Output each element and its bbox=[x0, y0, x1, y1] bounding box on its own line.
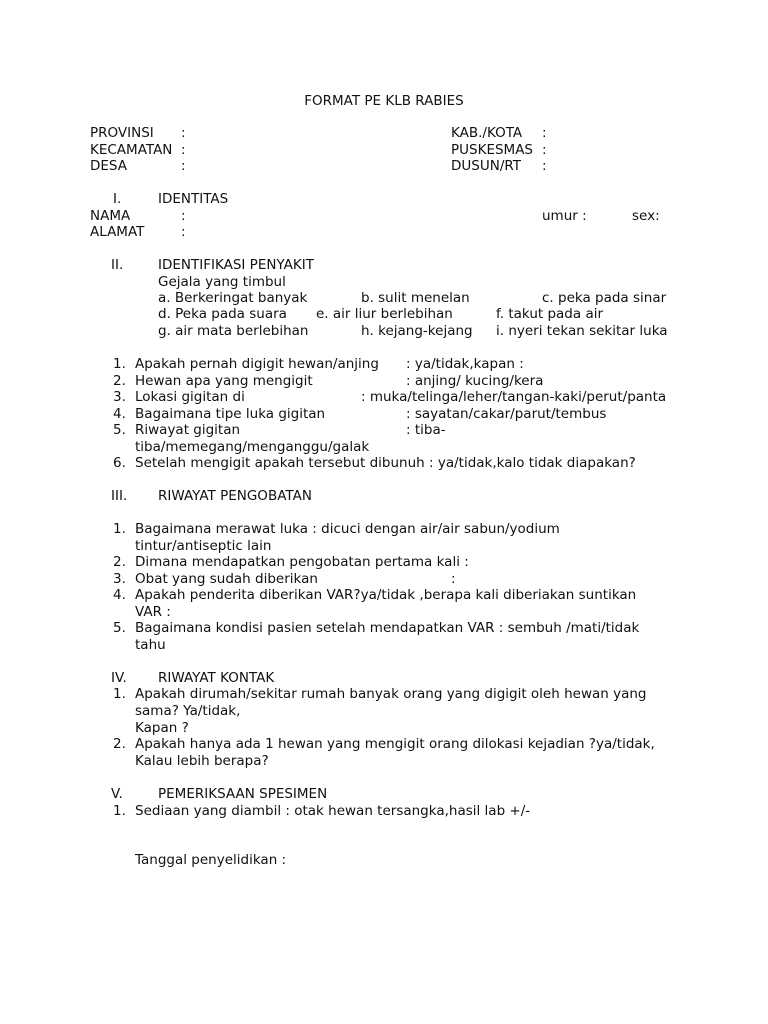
s2-num-6: 6. bbox=[113, 455, 126, 471]
provinsi-colon: : bbox=[181, 125, 186, 141]
kabkota-colon: : bbox=[542, 125, 547, 141]
s5-num-1: 1. bbox=[113, 803, 126, 819]
section-2-number: II. bbox=[111, 257, 124, 273]
alamat-label: ALAMAT bbox=[90, 224, 145, 240]
s2-question-5: Riwayat gigitan bbox=[135, 422, 241, 438]
kecamatan-label: KECAMATAN bbox=[90, 142, 173, 158]
symptom-i: i. nyeri tekan sekitar luka bbox=[496, 323, 668, 339]
s3-question-5: Bagaimana kondisi pasien setelah mendapatkan VAR : sembuh /mati/tidak bbox=[135, 620, 640, 636]
s3-question-4-cont: VAR : bbox=[135, 604, 171, 620]
s4-question-1: Apakah dirumah/sekitar rumah banyak orang yang digigit oleh hewan yang bbox=[135, 686, 647, 702]
section-2-title: IDENTIFIKASI PENYAKIT bbox=[158, 257, 314, 273]
s3-question-1: Bagaimana merawat luka : dicuci dengan air/air sabun/yodium bbox=[135, 521, 560, 537]
provinsi-label: PROVINSI bbox=[90, 125, 154, 141]
s4-num-2: 2. bbox=[113, 736, 126, 752]
puskesmas-label: PUSKESMAS bbox=[451, 142, 533, 158]
s3-num-4: 4. bbox=[113, 587, 126, 603]
s3-question-2: Dimana mendapatkan pengobatan pertama kali : bbox=[135, 554, 469, 570]
symptom-c: c. peka pada sinar bbox=[542, 290, 667, 306]
desa-colon: : bbox=[181, 158, 186, 174]
s3-answer-3: : bbox=[451, 571, 456, 587]
s2-num-5: 5. bbox=[113, 422, 126, 438]
doc-title: FORMAT PE KLB RABIES bbox=[304, 93, 464, 109]
section-3-number: III. bbox=[111, 488, 128, 504]
alamat-colon: : bbox=[181, 224, 186, 240]
kecamatan-colon: : bbox=[181, 142, 186, 158]
s2-num-4: 4. bbox=[113, 406, 126, 422]
symptom-e: e. air liur berlebihan bbox=[316, 306, 453, 322]
s4-question-1-kapan: Kapan ? bbox=[135, 720, 189, 736]
s4-question-2: Apakah hanya ada 1 hewan yang mengigit orang dilokasi kejadian ?ya/tidak, bbox=[135, 736, 655, 752]
umur-label: umur : bbox=[542, 208, 587, 224]
s3-question-5-cont: tahu bbox=[135, 637, 166, 653]
dusun-label: DUSUN/RT bbox=[451, 158, 522, 174]
s5-question-1: Sediaan yang diambil : otak hewan tersangka,hasil lab +/- bbox=[135, 803, 531, 819]
s3-num-2: 2. bbox=[113, 554, 126, 570]
symptom-h: h. kejang-kejang bbox=[361, 323, 473, 339]
s4-num-1: 1. bbox=[113, 686, 126, 702]
s2-answer-2: : anjing/ kucing/kera bbox=[406, 373, 544, 389]
s2-answer-4: : sayatan/cakar/parut/tembus bbox=[406, 406, 607, 422]
s2-question-1: Apakah pernah digigit hewan/anjing bbox=[135, 356, 379, 372]
s3-question-1-cont: tintur/antiseptic lain bbox=[135, 538, 272, 554]
s2-answer-3: : muka/telinga/leher/tangan-kaki/perut/panta bbox=[361, 389, 667, 405]
s2-question-2: Hewan apa yang mengigit bbox=[135, 373, 313, 389]
symptom-b: b. sulit menelan bbox=[361, 290, 470, 306]
s3-question-4: Apakah penderita diberikan VAR?ya/tidak ,berapa kali diberiakan suntikan bbox=[135, 587, 637, 603]
s2-question-4: Bagaimana tipe luka gigitan bbox=[135, 406, 326, 422]
section-1-title: IDENTITAS bbox=[158, 191, 229, 207]
puskesmas-colon: : bbox=[542, 142, 547, 158]
s3-question-3: Obat yang sudah diberikan bbox=[135, 571, 318, 587]
s2-answer-5: : tiba- bbox=[406, 422, 446, 438]
desa-label: DESA bbox=[90, 158, 127, 174]
s2-num-3: 3. bbox=[113, 389, 126, 405]
section-3-title: RIWAYAT PENGOBATAN bbox=[158, 488, 312, 504]
section-1-number: I. bbox=[113, 191, 122, 207]
section-4-number: IV. bbox=[111, 670, 127, 686]
s2-answer-1: : ya/tidak,kapan : bbox=[406, 356, 524, 372]
nama-colon: : bbox=[181, 208, 186, 224]
sex-label: sex: bbox=[632, 208, 660, 224]
symptom-g: g. air mata berlebihan bbox=[158, 323, 309, 339]
gejala-label: Gejala yang timbul bbox=[158, 274, 286, 290]
symptom-a: a. Berkeringat banyak bbox=[158, 290, 308, 306]
s2-num-2: 2. bbox=[113, 373, 126, 389]
s3-num-1: 1. bbox=[113, 521, 126, 537]
kabkota-label: KAB./KOTA bbox=[451, 125, 523, 141]
section-5-number: V. bbox=[111, 786, 123, 802]
section-5-title: PEMERIKSAAN SPESIMEN bbox=[158, 786, 328, 802]
s3-num-3: 3. bbox=[113, 571, 126, 587]
s2-num-1: 1. bbox=[113, 356, 126, 372]
tanggal-penyelidikan: Tanggal penyelidikan : bbox=[135, 852, 287, 868]
s2-question-3: Lokasi gigitan di bbox=[135, 389, 245, 405]
symptom-f: f. takut pada air bbox=[496, 306, 604, 322]
dusun-colon: : bbox=[542, 158, 547, 174]
s4-question-1-cont: sama? Ya/tidak, bbox=[135, 703, 241, 719]
s2-answer-5-cont: tiba/memegang/menganggu/galak bbox=[135, 439, 370, 455]
section-4-title: RIWAYAT KONTAK bbox=[158, 670, 275, 686]
s3-num-5: 5. bbox=[113, 620, 126, 636]
s4-question-2-cont: Kalau lebih berapa? bbox=[135, 753, 269, 769]
symptom-d: d. Peka pada suara bbox=[158, 306, 287, 322]
s2-question-6: Setelah mengigit apakah tersebut dibunuh : ya/tidak,kalo tidak diapakan? bbox=[135, 455, 636, 471]
nama-label: NAMA bbox=[90, 208, 131, 224]
